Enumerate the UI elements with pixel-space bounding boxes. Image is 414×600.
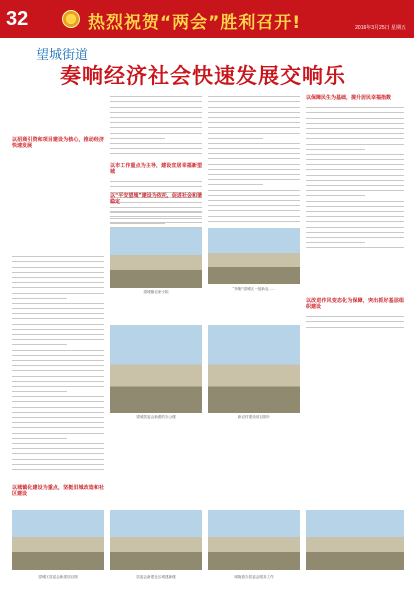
text-line xyxy=(306,328,404,331)
photo-service xyxy=(208,510,300,570)
subheading-1: 以招商引资和项目建设为核心，推动经济快速发展 xyxy=(12,136,104,149)
text-column-1c xyxy=(12,482,104,502)
text-column-2 xyxy=(110,92,202,156)
section-label: 望城街道 xyxy=(36,48,89,63)
emblem-icon xyxy=(62,10,80,28)
caption-3: 望城居委会新建的办公楼 xyxy=(136,415,176,419)
issue-date: 2016年3月25日 星期五 xyxy=(355,25,406,31)
subheading-3: 以“平安望城”建设为依托，促进社会和谐稳定 xyxy=(110,193,202,205)
header-headline: 热烈祝贺“两会”胜利召开! xyxy=(88,13,302,33)
caption-4: 新农村建设项目图片 xyxy=(237,415,271,419)
article-title: 奏响经济社会快速发展交响乐 xyxy=(60,64,346,88)
text-column-4 xyxy=(306,92,404,252)
photo-residential xyxy=(12,510,104,570)
photo-street xyxy=(306,510,404,570)
text-line xyxy=(110,149,202,154)
caption-7: 城街道办居委会服务工作 xyxy=(234,575,274,579)
subheading-4: 以城镇化建设为重点，坚挺旧城改造和社区建设 xyxy=(12,485,104,497)
text-line xyxy=(208,217,300,222)
photo-office-building xyxy=(110,325,202,413)
page-header xyxy=(0,0,414,38)
photo-community xyxy=(110,510,202,570)
subheading-5: 以保障民生为基础，提升居民幸福指数 xyxy=(306,95,392,101)
subheading-2: 以市工作重点为主导，建设宜居幸福新望城 xyxy=(110,163,202,175)
caption-6: 居委会新建社区城建新楼 xyxy=(136,575,176,579)
photo-new-project xyxy=(208,325,300,413)
caption-2: “李刚”望城区一组新农…… xyxy=(232,287,276,291)
caption-1: 望城镇农家小院 xyxy=(143,290,169,294)
text-column-3 xyxy=(208,92,300,222)
text-column-1 xyxy=(12,92,104,252)
text-line xyxy=(12,499,104,502)
text-column-4b xyxy=(306,295,404,331)
caption-5: 望城区居委会新建项目图 xyxy=(38,575,78,579)
subheading-6: 以改进作风变态化为保障，突出抓好基层组织建设 xyxy=(306,298,404,310)
text-column-1b xyxy=(12,252,104,474)
text-line xyxy=(12,465,104,470)
text-line xyxy=(306,243,404,248)
photo-rural-yard xyxy=(110,228,202,288)
photo-new-village xyxy=(208,228,300,284)
page-number: 32 xyxy=(6,8,29,30)
